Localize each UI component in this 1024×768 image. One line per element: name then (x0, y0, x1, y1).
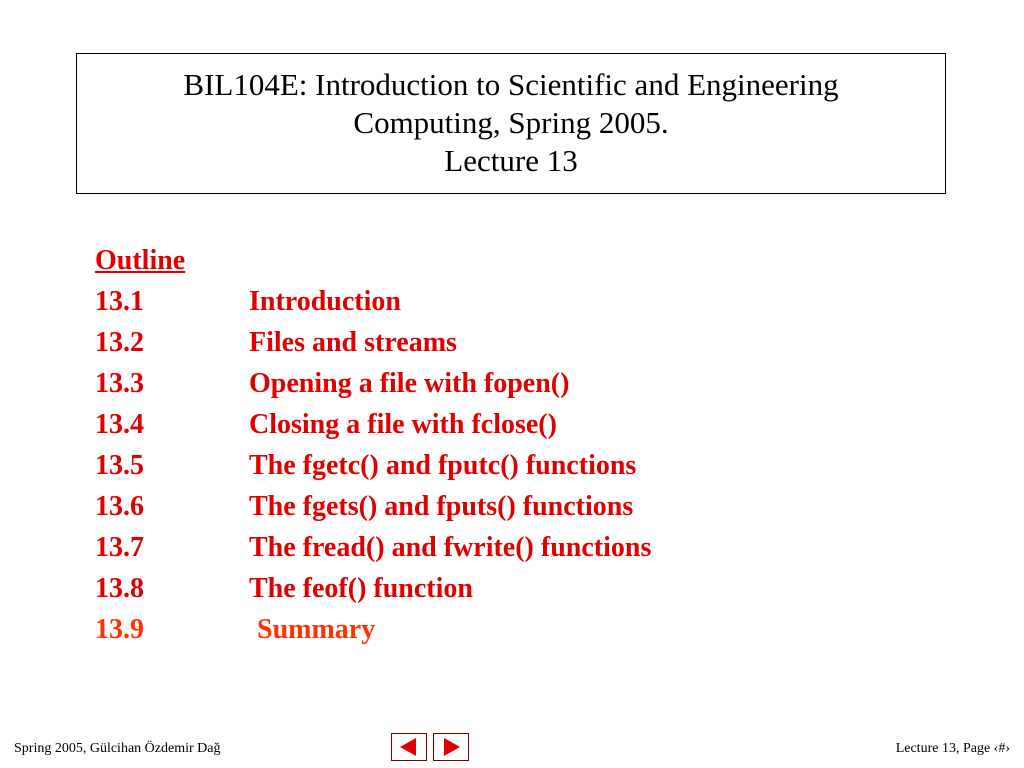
footer-page-number: Lecture 13, Page ‹#› (895, 741, 1010, 756)
outline-item-number: 13.2 (95, 327, 144, 358)
outline-item-text: Opening a file with fopen() (249, 368, 570, 399)
outline-item-number: 13.3 (95, 368, 144, 399)
outline-item-text: Introduction (249, 286, 401, 317)
outline-item-number: 13.6 (95, 491, 144, 522)
outline-item-number: 13.8 (95, 573, 144, 604)
outline-item-13-6[interactable] (95, 486, 634, 527)
outline-item-number: 13.1 (95, 286, 144, 317)
outline-item-13-5[interactable] (95, 445, 637, 486)
outline (95, 240, 652, 650)
outline-item-13-2[interactable] (95, 322, 457, 363)
next-slide-button[interactable] (433, 733, 469, 761)
arrow-left-icon (392, 734, 426, 760)
outline-item-number: 13.7 (95, 532, 144, 563)
outline-item-13-8[interactable] (95, 568, 473, 609)
previous-slide-button[interactable] (391, 733, 427, 761)
outline-item-text: The fgetc() and fputc() functions (249, 450, 637, 481)
outline-item-13-3[interactable] (95, 363, 570, 404)
outline-item-number: 13.9 (95, 614, 144, 645)
outline-item-text: The fread() and fwrite() functions (249, 532, 652, 563)
outline-item-text: The fgets() and fputs() functions (249, 491, 634, 522)
outline-item-13-7[interactable] (95, 527, 652, 568)
title-line-1: BIL104E: Introduction to Scientific and Engineering (183, 67, 839, 102)
title-line-2: Computing, Spring 2005. (353, 105, 669, 140)
title-box (76, 53, 946, 194)
arrow-right-icon (434, 734, 468, 760)
outline-item-text: The feof() function (249, 573, 473, 604)
outline-item-text: Closing a file with fclose() (249, 409, 557, 440)
outline-item-13-4[interactable] (95, 404, 557, 445)
outline-item-text: Summary (257, 614, 376, 645)
outline-item-13-1[interactable] (95, 281, 401, 322)
outline-heading[interactable]: Outline (95, 245, 186, 276)
outline-item-number: 13.5 (95, 450, 144, 481)
outline-item-text: Files and streams (249, 327, 457, 358)
outline-item-13-9[interactable] (95, 609, 376, 650)
title-line-3: Lecture 13 (444, 143, 578, 178)
outline-item-number: 13.4 (95, 409, 144, 440)
footer-author: Spring 2005, Gülcihan Özdemir Dağ (14, 741, 221, 756)
